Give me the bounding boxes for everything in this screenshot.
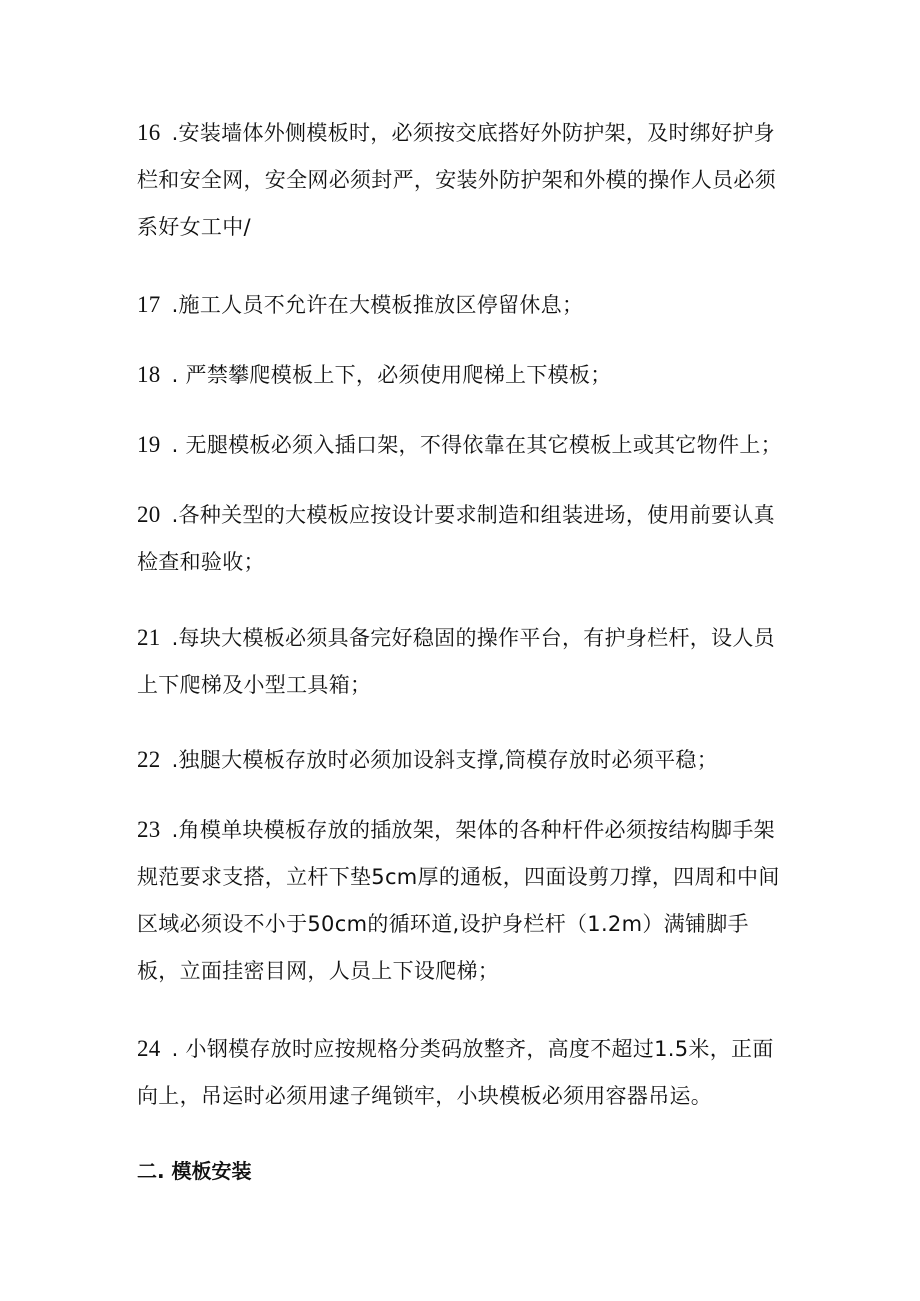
item-text: .每块大模板必须具备完好稳固的操作平台，有护身栏杆，设人员上下爬梯及小型工具箱； bbox=[137, 626, 775, 697]
section-heading: 二. 模板安装 bbox=[137, 1159, 252, 1183]
item-number: 23 bbox=[137, 817, 161, 842]
item-number: 18 bbox=[137, 362, 161, 387]
list-item bbox=[137, 109, 787, 251]
item-number: 21 bbox=[137, 625, 161, 650]
item-text: . 小钢模存放时应按规格分类码放整齐，高度不超过1.5米，正面向上，吊运时必须用逮子绳锁牢，小块模板必须用容器吊运。 bbox=[137, 1037, 774, 1108]
item-number: 22 bbox=[137, 747, 161, 772]
list-item bbox=[137, 806, 787, 995]
item-number: 17 bbox=[137, 292, 161, 317]
item-text: .施工人员不允许在大模板推放区停留休息； bbox=[164, 293, 584, 317]
list-item bbox=[137, 1025, 787, 1120]
list-item bbox=[137, 421, 787, 469]
item-text: .角模单块模板存放的插放架，架体的各种杆件必须按结构脚手架规范要求支搭，立杆下垫5cm厚的通板，四面设剪刀撑，四周和中间区域必须设不小于50cm的循环道,设护身栏杆（1.2m）满铺脚手板，立面挂密目网，人员上下设爬梯； bbox=[137, 818, 780, 983]
item-number: 16 bbox=[137, 120, 161, 145]
list-item bbox=[137, 614, 787, 709]
list-item bbox=[137, 351, 787, 399]
item-text: . 严禁攀爬模板上下，必须使用爬梯上下模板； bbox=[164, 363, 612, 387]
item-text: . 无腿模板必须入插口架，不得依靠在其它模板上或其它物件上； bbox=[164, 433, 782, 457]
list-item bbox=[137, 736, 787, 784]
list-item bbox=[137, 491, 787, 586]
item-text: .各种关型的大模板应按设计要求制造和组装进场，使用前要认真检查和验收； bbox=[137, 503, 775, 574]
item-number: 19 bbox=[137, 432, 161, 457]
item-text: .独腿大模板存放时必须加设斜支撑,筒模存放时必须平稳； bbox=[164, 748, 719, 772]
list-item bbox=[137, 281, 787, 329]
item-number: 24 bbox=[137, 1036, 161, 1061]
item-number: 20 bbox=[137, 502, 161, 527]
item-text: .安装墙体外侧模板时，必须按交底搭好外防护架，及时绑好护身栏和安全网，安全网必须封严，安装外防护架和外模的操作人员必须系好女工中/ bbox=[137, 121, 776, 239]
